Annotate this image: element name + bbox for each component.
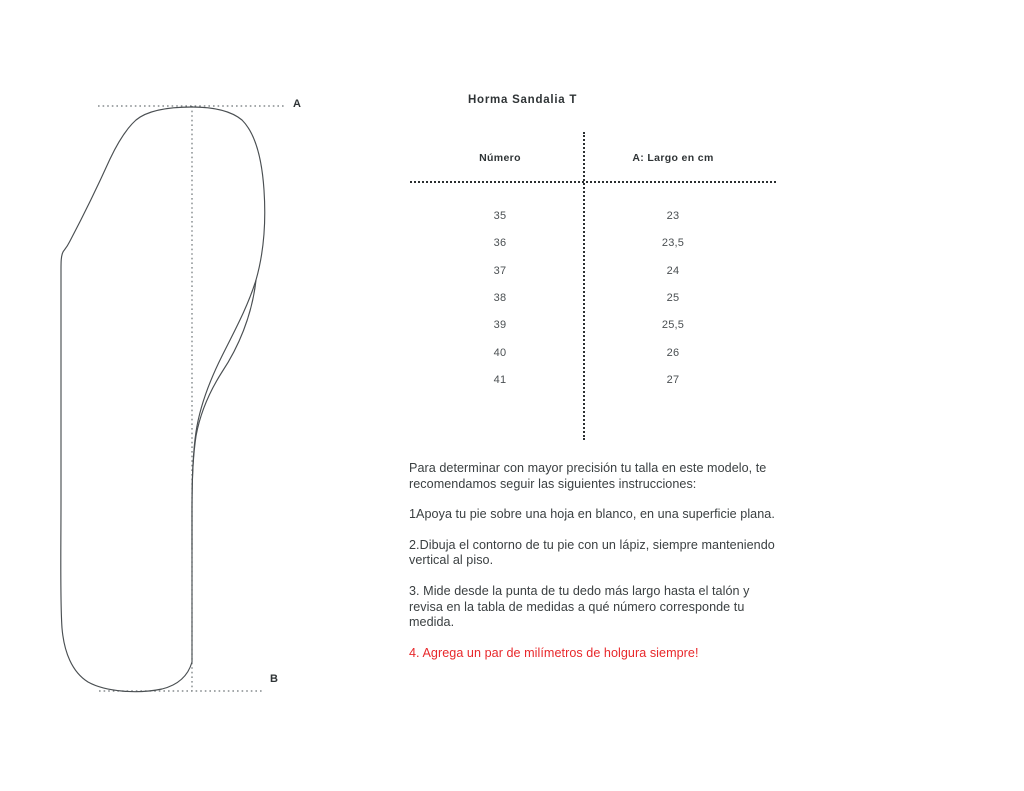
cell-numero: 40 bbox=[493, 346, 507, 359]
instructions-step-1: 1Apoya tu pie sobre una hoja en blanco, en una superficie plana. bbox=[409, 507, 775, 522]
size-table-body bbox=[410, 209, 776, 400]
instructions-step-3: 3. Mide desde la punta de tu dedo más largo hasta el talón y revisa en la tabla de medidas a qué número corresponde tu medida. bbox=[409, 583, 750, 630]
table-title: Horma Sandalia T bbox=[468, 94, 578, 106]
cell-numero: 37 bbox=[493, 264, 507, 277]
cell-largo: 25,5 bbox=[661, 319, 685, 332]
instructions-step-4-number: 4. bbox=[409, 645, 423, 660]
table-row bbox=[410, 264, 776, 291]
table-row bbox=[410, 236, 776, 263]
column-header-numero: Número bbox=[479, 152, 521, 164]
diagram-label-b: B bbox=[270, 673, 279, 685]
cell-numero: 41 bbox=[493, 374, 507, 387]
instructions-block bbox=[409, 461, 777, 661]
foot-outline-path bbox=[61, 107, 265, 692]
instructions-step-4-text: Agrega un par de milímetros de holgura siempre! bbox=[422, 645, 699, 660]
table-row bbox=[410, 346, 776, 373]
table-row bbox=[410, 291, 776, 318]
cell-largo: 26 bbox=[666, 346, 680, 359]
cell-largo: 23 bbox=[666, 210, 680, 222]
cell-numero: 38 bbox=[493, 292, 507, 305]
cell-largo: 23,5 bbox=[661, 237, 685, 250]
column-header-largo: A: Largo en cm bbox=[632, 152, 714, 164]
instructions-step-4 bbox=[409, 646, 777, 662]
diagram-label-a: A bbox=[293, 98, 302, 110]
table-row bbox=[410, 318, 776, 345]
cell-numero: 36 bbox=[493, 237, 507, 250]
cell-largo: 27 bbox=[666, 374, 680, 387]
table-row bbox=[410, 209, 776, 236]
table-header-divider bbox=[410, 181, 776, 183]
table-row bbox=[410, 373, 776, 400]
cell-numero: 35 bbox=[493, 210, 507, 222]
foot-arch-path bbox=[192, 280, 256, 550]
cell-largo: 24 bbox=[666, 264, 680, 277]
cell-numero: 39 bbox=[493, 319, 507, 332]
foot-outline-diagram bbox=[30, 80, 360, 720]
instructions-intro: Para determinar con mayor precisión tu talla en este modelo, te recomendamos seguir las siguientes instrucciones: bbox=[409, 461, 767, 491]
foot-outline-svg bbox=[30, 80, 360, 720]
cell-largo: 25 bbox=[666, 292, 680, 305]
instructions-step-2: 2.Dibuja el contorno de tu pie con un lápiz, siempre manteniendo vertical al piso. bbox=[409, 537, 775, 568]
